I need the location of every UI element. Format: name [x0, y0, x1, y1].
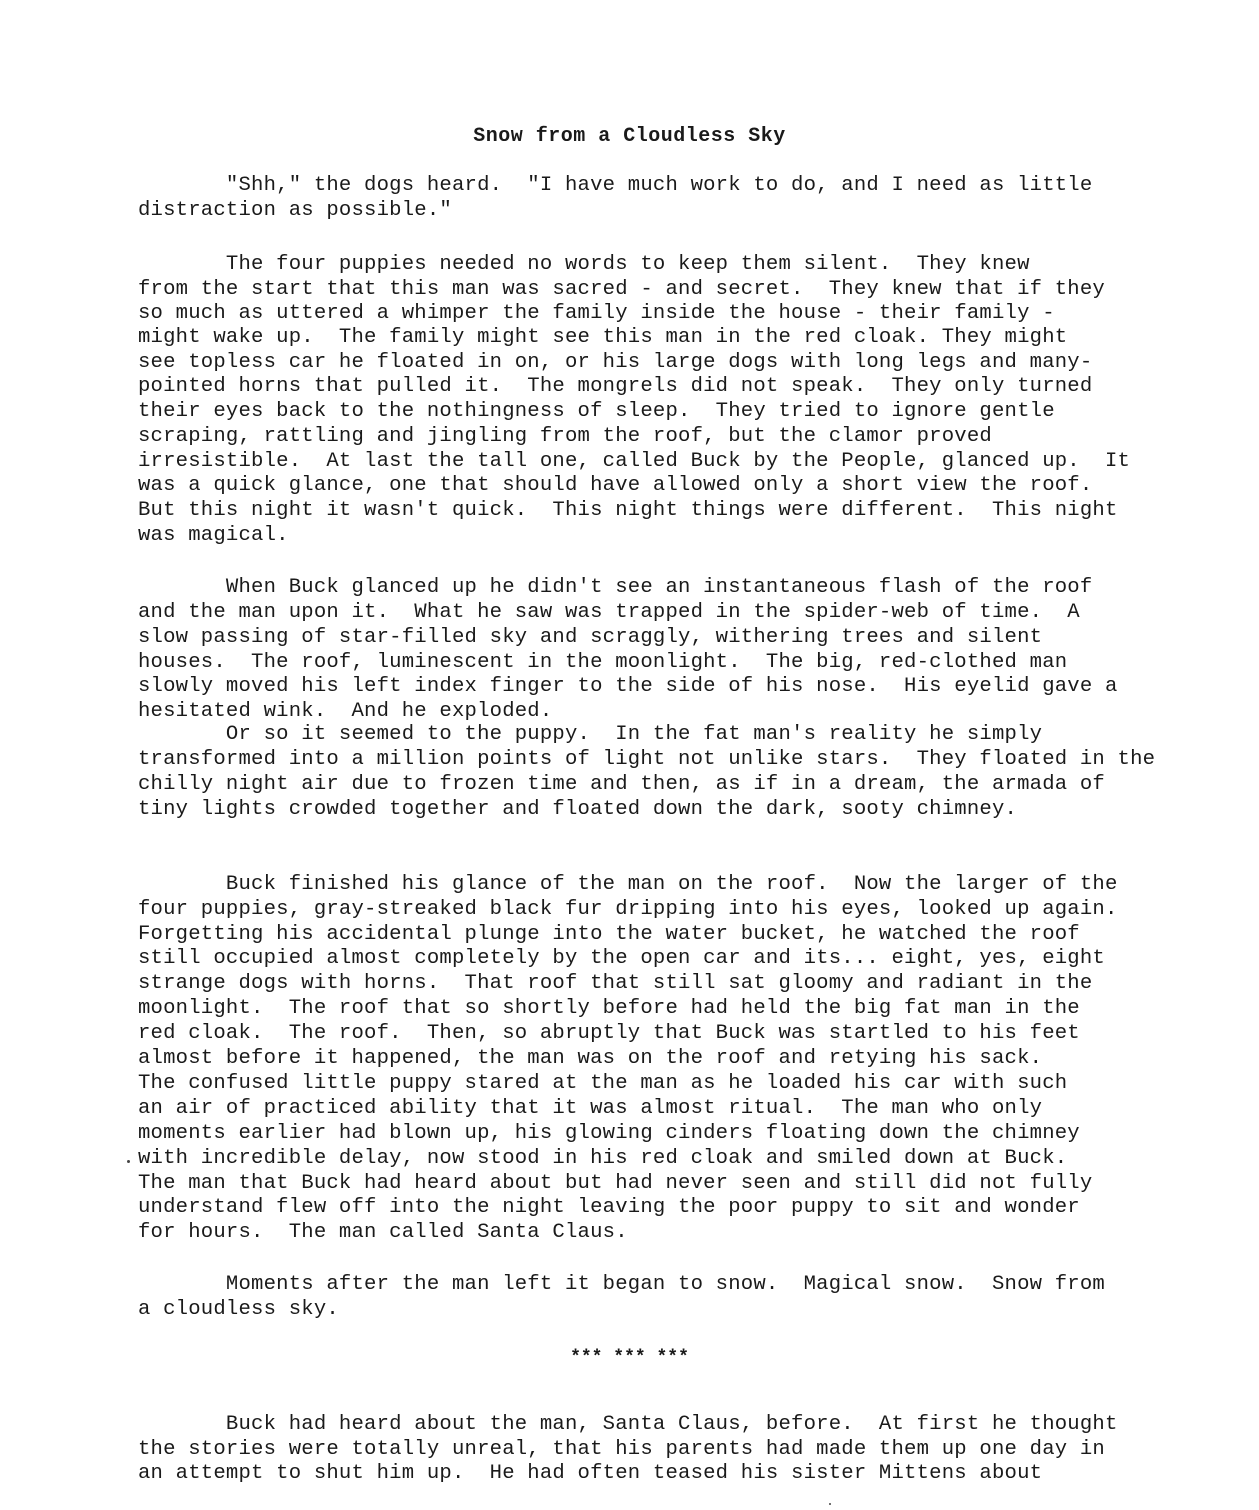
text-line: Forgetting his accidental plunge into the water bucket, he watched the roof	[138, 923, 1080, 946]
text-line: so much as uttered a whimper the family inside the house - their family -	[138, 302, 1055, 325]
text-line: Buck finished his glance of the man on the roof. Now the larger of the	[138, 873, 1118, 896]
text-line: and the man upon it. What he saw was trapped in the spider-web of time. A	[138, 601, 1080, 624]
text-line: Buck had heard about the man, Santa Claus, before. At first he thought	[138, 1413, 1118, 1436]
text-line: slow passing of star-filled sky and scraggly, withering trees and silent	[138, 626, 1043, 649]
text-line: might wake up. The family might see this man in the red cloak. They might	[138, 326, 1068, 349]
text-line: was a quick glance, one that should have allowed only a short view the roof.	[138, 474, 1093, 497]
text-line: from the start that this man was sacred - and secret. They knew that if they	[138, 278, 1105, 301]
text-line: scraping, rattling and jingling from the roof, but the clamor proved	[138, 425, 992, 448]
text-line: hesitated wink. And he exploded.	[138, 700, 553, 723]
text-line: almost before it happened, the man was on the roof and retying his sack.	[138, 1047, 1043, 1070]
text-line: But this night it wasn't quick. This night things were different. This night	[138, 499, 1118, 522]
text-line: with incredible delay, now stood in his red cloak and smiled down at Buck.	[138, 1147, 1068, 1170]
text-line: houses. The roof, luminescent in the moonlight. The big, red-clothed man	[138, 651, 1068, 674]
text-line: still occupied almost completely by the open car and its... eight, yes, eight	[138, 947, 1105, 970]
scan-speck	[127, 1160, 130, 1163]
text-line: tiny lights crowded together and floated down the dark, sooty chimney.	[138, 798, 1018, 821]
text-line: Or so it seemed to the puppy. In the fat man's reality he simply	[138, 723, 1043, 746]
text-line: chilly night air due to frozen time and then, as if in a dream, the armada of	[138, 773, 1105, 796]
text-line: understand flew off into the night leaving the poor puppy to sit and wonder	[138, 1196, 1080, 1219]
text-line: the stories were totally unreal, that his parents had made them up one day in	[138, 1438, 1105, 1461]
text-line: pointed horns that pulled it. The mongrels did not speak. They only turned	[138, 375, 1093, 398]
text-line: see topless car he floated in on, or his large dogs with long legs and many-	[138, 351, 1093, 374]
text-line: moonlight. The roof that so shortly before had held the big fat man in the	[138, 997, 1080, 1020]
text-line: an air of practiced ability that it was almost ritual. The man who only	[138, 1097, 1043, 1120]
text-line: distraction as possible."	[138, 199, 452, 222]
text-line: four puppies, gray-streaked black fur dripping into his eyes, looked up again.	[138, 898, 1118, 921]
scan-speck	[829, 1503, 831, 1505]
text-line: transformed into a million points of light not unlike stars. They floated in the	[138, 748, 1156, 771]
text-line: Moments after the man left it began to snow. Magical snow. Snow from	[138, 1273, 1105, 1296]
text-line: for hours. The man called Santa Claus.	[138, 1221, 628, 1244]
text-line: was magical.	[138, 524, 289, 547]
text-line: strange dogs with horns. That roof that still sat gloomy and radiant in the	[138, 972, 1093, 995]
text-line: When Buck glanced up he didn't see an instantaneous flash of the roof	[138, 576, 1093, 599]
story-title: Snow from a Cloudless Sky	[473, 125, 786, 148]
text-line: irresistible. At last the tall one, called Buck by the People, glanced up. It	[138, 450, 1131, 473]
text-line: The man that Buck had heard about but had never seen and still did not fully	[138, 1172, 1093, 1195]
section-separator: *** *** ***	[570, 1348, 689, 1368]
text-line: red cloak. The roof. Then, so abruptly that Buck was startled to his feet	[138, 1022, 1080, 1045]
text-line: their eyes back to the nothingness of sleep. They tried to ignore gentle	[138, 400, 1055, 423]
text-line: The four puppies needed no words to keep them silent. They knew	[138, 253, 1030, 276]
text-line: a cloudless sky.	[138, 1298, 339, 1321]
text-line: an attempt to shut him up. He had often teased his sister Mittens about	[138, 1462, 1043, 1485]
text-line: moments earlier had blown up, his glowing cinders floating down the chimney	[138, 1122, 1080, 1145]
text-line: The confused little puppy stared at the man as he loaded his car with such	[138, 1072, 1068, 1095]
text-line: slowly moved his left index finger to the side of his nose. His eyelid gave a	[138, 675, 1118, 698]
text-line: "Shh," the dogs heard. "I have much work to do, and I need as little	[138, 174, 1093, 197]
